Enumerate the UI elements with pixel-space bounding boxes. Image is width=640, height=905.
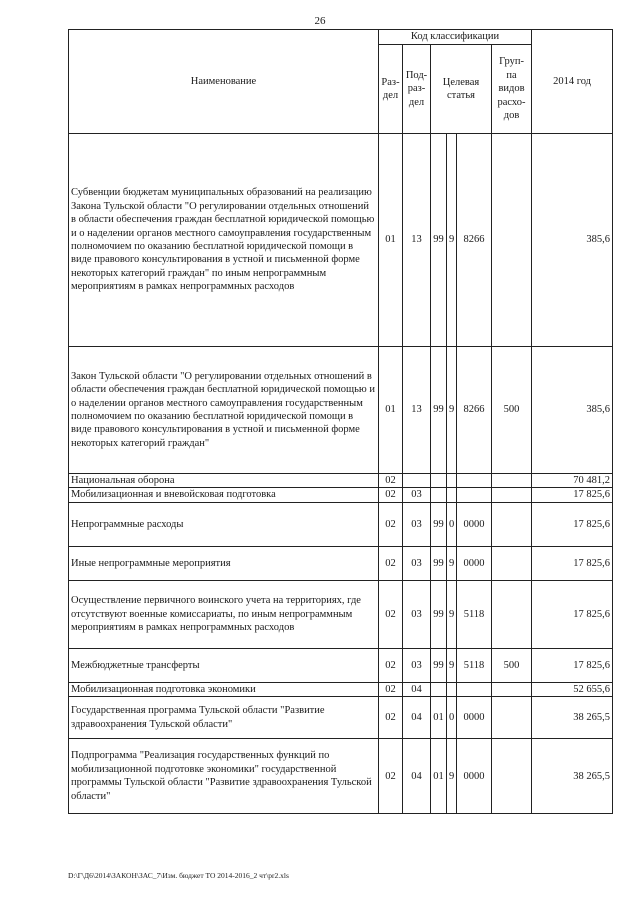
row-subsection: 04 — [403, 697, 431, 739]
row-target-part3: 0000 — [457, 697, 492, 739]
row-target-part3: 8266 — [457, 347, 492, 474]
row-expense-group — [492, 697, 532, 739]
budget-table — [68, 29, 613, 814]
table-row — [69, 347, 613, 474]
row-expense-group: 500 — [492, 347, 532, 474]
row-subsection: 03 — [403, 648, 431, 682]
row-amount: 17 825,6 — [532, 488, 613, 502]
row-amount: 17 825,6 — [532, 546, 613, 580]
row-section: 02 — [379, 648, 403, 682]
row-section: 02 — [379, 580, 403, 648]
row-amount: 52 655,6 — [532, 682, 613, 696]
row-name: Государственная программа Тульской области "Развитие здравоохранения Тульской области" — [69, 697, 379, 739]
column-header-year: 2014 год — [532, 30, 613, 134]
row-amount: 38 265,5 — [532, 697, 613, 739]
row-target-part3: 0000 — [457, 546, 492, 580]
table-row — [69, 546, 613, 580]
row-target-part3 — [457, 488, 492, 502]
row-subsection — [403, 474, 431, 488]
row-amount: 70 481,2 — [532, 474, 613, 488]
row-amount: 17 825,6 — [532, 648, 613, 682]
row-name: Мобилизационная подготовка экономики — [69, 682, 379, 696]
row-subsection: 03 — [403, 546, 431, 580]
row-name: Непрограммные расходы — [69, 502, 379, 546]
row-amount: 17 825,6 — [532, 502, 613, 546]
table-row — [69, 488, 613, 502]
row-target-part1: 99 — [431, 648, 447, 682]
row-section: 02 — [379, 682, 403, 696]
row-section: 02 — [379, 488, 403, 502]
row-target-part2: 9 — [447, 134, 457, 347]
row-name: Осуществление первичного воинского учета на территориях, где отсутствуют военные комиссариаты, по иным непрограммным мероприятиям в рамках непрограммных расходов — [69, 580, 379, 648]
table-row — [69, 697, 613, 739]
row-target-part1: 99 — [431, 546, 447, 580]
row-expense-group — [492, 488, 532, 502]
row-target-part2 — [447, 488, 457, 502]
table-row — [69, 474, 613, 488]
row-target-part2: 9 — [447, 546, 457, 580]
row-subsection: 03 — [403, 502, 431, 546]
row-name: Иные непрограммные мероприятия — [69, 546, 379, 580]
row-expense-group — [492, 546, 532, 580]
row-amount: 385,6 — [532, 134, 613, 347]
row-subsection: 13 — [403, 347, 431, 474]
column-header-name: Наименование — [69, 30, 379, 134]
table-row — [69, 648, 613, 682]
row-section: 01 — [379, 134, 403, 347]
row-section: 02 — [379, 697, 403, 739]
row-expense-group — [492, 474, 532, 488]
table-row — [69, 580, 613, 648]
row-target-part2: 9 — [447, 580, 457, 648]
row-name: Мобилизационная и вневойсковая подготовка — [69, 488, 379, 502]
row-section: 02 — [379, 546, 403, 580]
row-target-part2: 9 — [447, 648, 457, 682]
row-target-part1 — [431, 474, 447, 488]
column-header-code-classification: Код классификации — [379, 30, 532, 45]
row-target-part1: 01 — [431, 739, 447, 814]
row-subsection: 03 — [403, 488, 431, 502]
row-amount: 17 825,6 — [532, 580, 613, 648]
table-row — [69, 502, 613, 546]
row-amount: 38 265,5 — [532, 739, 613, 814]
row-name: Подпрограмма "Реализация государственных функций по мобилизационной подготовке экономики" государственной программы Тульской области "Развитие здравоохранения Тульской области" — [69, 739, 379, 814]
column-header-expense-group: Груп- па видов расхо- дов — [492, 45, 532, 134]
footer-file-path: D:\Г\Д6\2014\ЗАКОН\ЗАС_7\Изм. бюджет ТО 2014-2016_2 чт\pr2.xls — [68, 871, 289, 880]
column-header-target-article: Целевая статья — [431, 45, 492, 134]
row-expense-group — [492, 739, 532, 814]
table-row — [69, 739, 613, 814]
row-target-part3: 5118 — [457, 648, 492, 682]
row-target-part2 — [447, 682, 457, 696]
row-subsection: 04 — [403, 682, 431, 696]
row-subsection: 13 — [403, 134, 431, 347]
row-target-part3 — [457, 682, 492, 696]
row-name: Национальная оборона — [69, 474, 379, 488]
column-header-subsection: Под- раз- дел — [403, 45, 431, 134]
row-target-part3: 0000 — [457, 502, 492, 546]
row-amount: 385,6 — [532, 347, 613, 474]
row-section: 01 — [379, 347, 403, 474]
row-target-part3: 0000 — [457, 739, 492, 814]
row-expense-group — [492, 580, 532, 648]
row-expense-group: 500 — [492, 648, 532, 682]
row-expense-group — [492, 502, 532, 546]
row-target-part1: 99 — [431, 134, 447, 347]
row-section: 02 — [379, 474, 403, 488]
row-target-part3: 5118 — [457, 580, 492, 648]
row-subsection: 04 — [403, 739, 431, 814]
row-name: Закон Тульской области "О регулировании отдельных отношений в области обеспечения граждан бесплатной юридической помощью и о наделении органов местного самоуправления государственным полномочием по оказанию бесплатной юридической помощи в виде правового консультирования в устной и письменной форме некоторых категорий граждан" — [69, 347, 379, 474]
table-row — [69, 682, 613, 696]
table-row — [69, 134, 613, 347]
row-subsection: 03 — [403, 580, 431, 648]
row-expense-group — [492, 682, 532, 696]
header-row-top — [69, 30, 613, 45]
row-target-part1: 01 — [431, 697, 447, 739]
row-target-part2: 0 — [447, 502, 457, 546]
page-number: 26 — [314, 15, 326, 27]
row-target-part3: 8266 — [457, 134, 492, 347]
row-target-part2: 9 — [447, 739, 457, 814]
row-name: Межбюджетные трансферты — [69, 648, 379, 682]
row-section: 02 — [379, 739, 403, 814]
row-target-part2: 9 — [447, 347, 457, 474]
row-target-part3 — [457, 474, 492, 488]
row-target-part1: 99 — [431, 580, 447, 648]
column-header-section: Раз- дел — [379, 45, 403, 134]
row-target-part2: 0 — [447, 697, 457, 739]
row-target-part1 — [431, 488, 447, 502]
row-target-part1: 99 — [431, 502, 447, 546]
row-section: 02 — [379, 502, 403, 546]
row-name: Субвенции бюджетам муниципальных образований на реализацию Закона Тульской области "О регулировании отдельных отношений в области обеспечения граждан бесплатной юридической помощью и о наделении органов местного самоуправления государственным полномочием по оказанию бесплатной юридической помощи в виде правового консультирования в устной и письменной форме некоторых категорий граждан" по иным непрограммным мероприятиям в рамках непрограммных расходов — [69, 134, 379, 347]
row-expense-group — [492, 134, 532, 347]
row-target-part1 — [431, 682, 447, 696]
row-target-part2 — [447, 474, 457, 488]
row-target-part1: 99 — [431, 347, 447, 474]
